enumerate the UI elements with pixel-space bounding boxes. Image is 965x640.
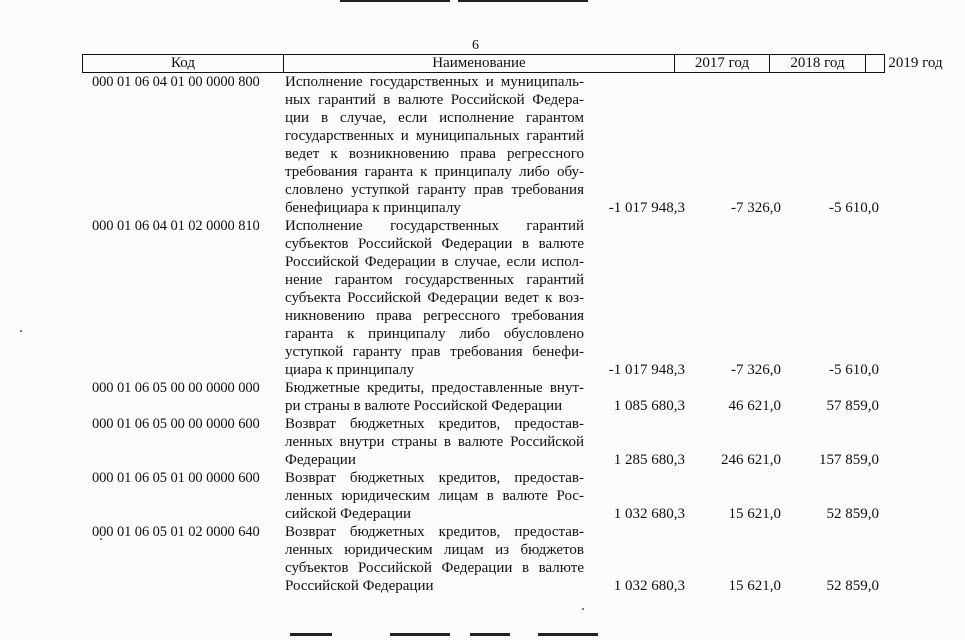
table-row xyxy=(0,217,905,379)
value-2018: 15 621,0 xyxy=(728,506,781,522)
value-2019: -5 610,0 xyxy=(829,200,879,216)
table-row xyxy=(0,73,905,217)
row-name-line: гаранта к принципалу либо обусловлено xyxy=(285,326,584,342)
page-number: 6 xyxy=(472,38,479,53)
value-2018: -7 326,0 xyxy=(731,200,781,216)
row-name-line: словлено уступкой гаранту прав требования xyxy=(285,182,584,198)
value-2017: 1 032 680,3 xyxy=(613,578,685,594)
row-name-line: ленных юридическим лицам в валюте Рос- xyxy=(285,488,584,504)
table-row xyxy=(0,469,905,523)
value-2019: 57 859,0 xyxy=(826,398,879,414)
row-name-line: субъектов Российской Федерации в валюте xyxy=(285,560,584,576)
row-name-line: Бюджетные кредиты, предоставленные внут- xyxy=(285,380,584,396)
scan-edge-mark xyxy=(538,633,598,636)
scan-edge-mark xyxy=(290,633,332,636)
row-name-line: ленных внутри страны в валюте Российской xyxy=(285,434,584,450)
row-name-line: требования гаранта к принципалу либо обу- xyxy=(285,164,584,180)
header-code: Код xyxy=(171,55,195,71)
row-name-line: бенефициара к принципалу xyxy=(285,200,461,216)
value-2017: 1 085 680,3 xyxy=(613,398,685,414)
row-name-line: ведет к возникновению права регрессного xyxy=(285,146,584,162)
row-name-line: Российской Федерации xyxy=(285,578,434,594)
row-name-line: Исполнение государственных гарантий xyxy=(285,218,584,234)
row-name-line: Возврат бюджетных кредитов, предостав- xyxy=(285,470,584,486)
value-2017: 1 285 680,3 xyxy=(613,452,685,468)
value-2019: -5 610,0 xyxy=(829,362,879,378)
row-name-line: ции в случае, если исполнение гарантом xyxy=(285,110,584,126)
value-2017: -1 017 948,3 xyxy=(608,200,685,216)
row-name xyxy=(285,73,584,217)
header-name: Наименование xyxy=(283,55,674,72)
row-code: 000 01 06 05 00 00 0000 600 xyxy=(92,416,260,432)
row-name xyxy=(285,379,584,415)
row-code: 000 01 06 05 00 00 0000 000 xyxy=(92,380,260,396)
value-2019: 157 859,0 xyxy=(819,452,879,468)
row-name-line: государственных и муниципальных гарантий xyxy=(285,128,584,144)
header-2019: 2019 год xyxy=(865,55,965,72)
value-2017: 1 032 680,3 xyxy=(613,506,685,522)
value-2018: 246 621,0 xyxy=(721,452,781,468)
row-name xyxy=(285,415,584,469)
row-code: 000 01 06 04 01 00 0000 800 xyxy=(92,74,260,90)
value-2019: 52 859,0 xyxy=(826,578,879,594)
row-code: 000 01 06 05 01 00 0000 600 xyxy=(92,470,260,486)
row-name-line: ленных юридическим лицам из бюджетов xyxy=(285,542,584,558)
header-2017: 2017 год xyxy=(674,55,769,72)
row-name-line: нение гарантом государственных гарантий xyxy=(285,272,584,288)
scan-edge-mark xyxy=(458,0,588,2)
table-row xyxy=(0,415,905,469)
scan-edge-mark xyxy=(340,0,450,2)
row-name xyxy=(285,469,584,523)
value-2018: 15 621,0 xyxy=(728,578,781,594)
value-2017: -1 017 948,3 xyxy=(608,362,685,378)
row-name-line: сийской Федерации xyxy=(285,506,412,522)
header-2018: 2018 год xyxy=(769,55,865,72)
row-name-line: никновению права регрессного требования xyxy=(285,308,584,324)
row-name-line: ных гарантий в валюте Российской Федера- xyxy=(285,92,584,108)
scan-speck xyxy=(582,608,584,610)
row-name-line: Исполнение государственных и муниципаль- xyxy=(285,74,584,90)
table-header xyxy=(82,54,943,73)
row-name-line: субъектов Российской Федерации в валюте xyxy=(285,236,584,252)
row-name-line: Возврат бюджетных кредитов, предостав- xyxy=(285,524,584,540)
row-code: 000 01 06 04 01 02 0000 810 xyxy=(92,218,260,234)
value-2018: 46 621,0 xyxy=(728,398,781,414)
table-row xyxy=(0,379,905,415)
value-2018: -7 326,0 xyxy=(731,362,781,378)
row-name-line: Федерации xyxy=(285,452,356,468)
row-code: 000 01 06 05 01 02 0000 640 xyxy=(92,524,260,540)
row-name-line: субъекта Российской Федерации ведет к воз- xyxy=(285,290,584,306)
table-row xyxy=(0,523,905,595)
row-name-line: Российской Федерации в случае, если испол- xyxy=(285,254,584,270)
row-name-line: уступкой гаранту прав требования бенефи- xyxy=(285,344,584,360)
row-name-line: Возврат бюджетных кредитов, предостав- xyxy=(285,416,584,432)
row-name-line: циара к принципалу xyxy=(285,362,415,378)
scan-edge-mark xyxy=(470,633,510,636)
row-name-line: ри страны в валюте Российской Федерации xyxy=(285,398,563,414)
scan-edge-mark xyxy=(390,633,450,636)
row-name xyxy=(285,217,584,379)
value-2019: 52 859,0 xyxy=(826,506,879,522)
row-name xyxy=(285,523,584,595)
